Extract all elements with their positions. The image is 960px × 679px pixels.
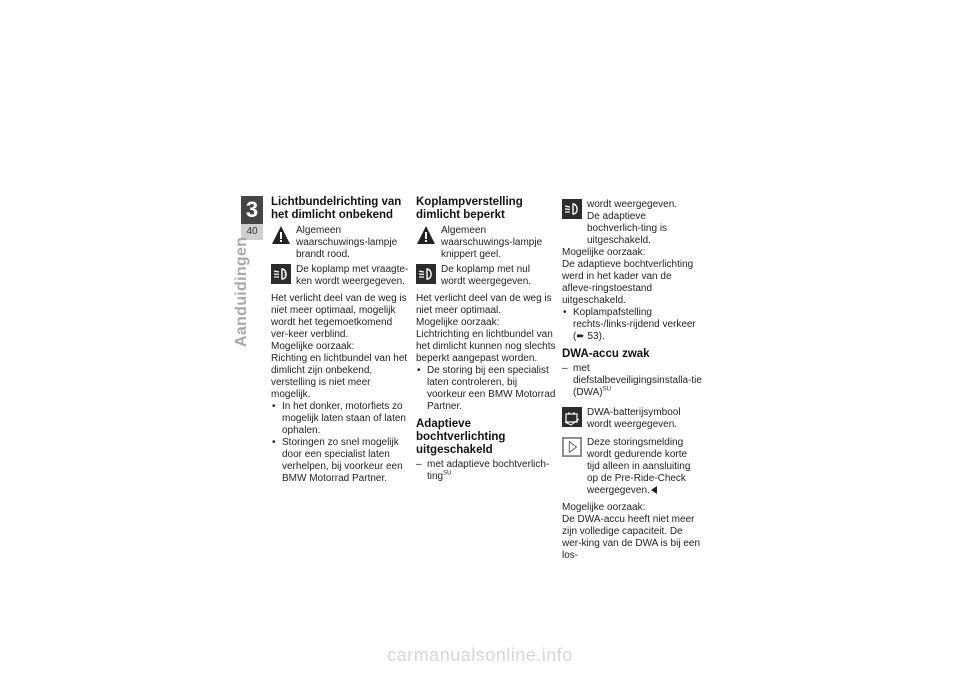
list-item bbox=[562, 363, 702, 399]
superscript: SU bbox=[602, 386, 611, 393]
info-row bbox=[562, 437, 702, 497]
superscript: SU bbox=[443, 470, 452, 477]
dwa-battery-icon bbox=[562, 407, 582, 427]
headlamp-question-icon bbox=[271, 264, 291, 284]
battery-text: DWA-batterijsymbool wordt weergegeven. bbox=[587, 407, 681, 430]
warning-row bbox=[271, 225, 411, 261]
info-triangle-icon bbox=[562, 437, 582, 457]
column-2 bbox=[416, 196, 556, 483]
lamp-row bbox=[562, 199, 702, 247]
section-heading: Adaptieve bochtverlichting uitgeschakeld bbox=[416, 418, 506, 456]
dash-text: met diefstalbeveiligingsinstalla-tie (DWA) bbox=[573, 363, 702, 398]
info-text bbox=[562, 437, 702, 497]
cause-text: Lichtrichting en lichtbundel van het dimlicht kunnen nog slechts beperkt aangepast worden. bbox=[416, 329, 556, 364]
warning-text: Algemeen waarschuwings-lampje knippert geel. bbox=[441, 225, 543, 260]
cause-label: Mogelijke oorzaak: bbox=[271, 341, 355, 352]
warning-row bbox=[416, 225, 556, 261]
end-mark-icon bbox=[651, 486, 657, 494]
info-text-content: Deze storingsmelding wordt gedurende korte tijd alleen in aansluiting op de Pre-Ride-Check weergegeven. bbox=[587, 437, 691, 496]
cause-text: Richting en lichtbundel van het dimlicht zijn onbekend, verstelling is niet meer mogelijk. bbox=[271, 353, 408, 400]
cause-text: De DWA-accu heeft niet meer zijn volledige capaciteit. De wer-king van de DWA is bij een los- bbox=[562, 514, 701, 561]
column-3 bbox=[562, 196, 702, 562]
paragraph: Het verlicht deel van de weg is niet meer optimaal, mogelijk wordt het tegemoetkomend ver-keer verblind. bbox=[271, 293, 407, 340]
page-number: 40 bbox=[241, 224, 263, 240]
section-heading: Lichtbundelrichting van het dimlicht onbekend bbox=[271, 196, 402, 221]
lamp-text: wordt weergegeven. bbox=[587, 199, 678, 210]
cause-text: De adaptieve bochtverlichting werd in het kader van de afleve-ringstoestand uitgeschakeld. bbox=[562, 259, 694, 306]
lamp-row bbox=[271, 264, 411, 288]
list-item: • Storingen zo snel mogelijk door een specialist laten verhelpen, bij voorkeur een BMW Motorrad Partner. bbox=[271, 437, 411, 485]
lamp-text-2: De adaptieve bochverlich-ting is uitgeschakeld. bbox=[587, 211, 668, 246]
list-item: • Koplampafstelling rechts-/links-rijdend verkeer (➨ 53). bbox=[562, 307, 702, 343]
lamp-text: De koplamp met nul wordt weergegeven. bbox=[441, 264, 532, 287]
list-item bbox=[416, 459, 556, 483]
headlamp-zero-icon bbox=[416, 264, 436, 284]
watermark: carmanualsonline.info bbox=[387, 645, 573, 665]
list-item: • De storing bij een specialist laten controleren, bij voorkeur een BMW Motorrad Partner. bbox=[416, 365, 556, 413]
warning-triangle-icon bbox=[416, 225, 436, 245]
svg-text:?: ? bbox=[283, 271, 287, 279]
cause-label: Mogelijke oorzaak: bbox=[562, 502, 646, 513]
lamp-text: De koplamp met vraagte-ken wordt weergegeven. bbox=[296, 264, 409, 287]
chapter-title: Aanduidingen bbox=[233, 236, 250, 347]
warning-text: Algemeen waarschuwings-lampje brandt rood. bbox=[296, 225, 398, 260]
headlamp-curve-icon bbox=[562, 199, 582, 219]
chapter-number: 3 bbox=[241, 196, 263, 224]
cause-label: Mogelijke oorzaak: bbox=[562, 247, 646, 258]
cause-label: Mogelijke oorzaak: bbox=[416, 317, 500, 328]
warning-triangle-icon bbox=[271, 225, 291, 245]
battery-row bbox=[562, 407, 702, 431]
section-heading: DWA-accu zwak bbox=[562, 348, 650, 360]
list-item: • In het donker, motorfiets zo mogelijk laten staan of laten ophalen. bbox=[271, 401, 411, 437]
section-heading: Koplampverstelling dimlicht beperkt bbox=[416, 196, 523, 221]
paragraph: Het verlicht deel van de weg is niet meer optimaal. bbox=[416, 293, 552, 316]
column-1 bbox=[271, 196, 411, 485]
dash-text: met adaptieve bochtverlich-ting bbox=[427, 459, 550, 482]
lamp-row bbox=[416, 264, 556, 288]
